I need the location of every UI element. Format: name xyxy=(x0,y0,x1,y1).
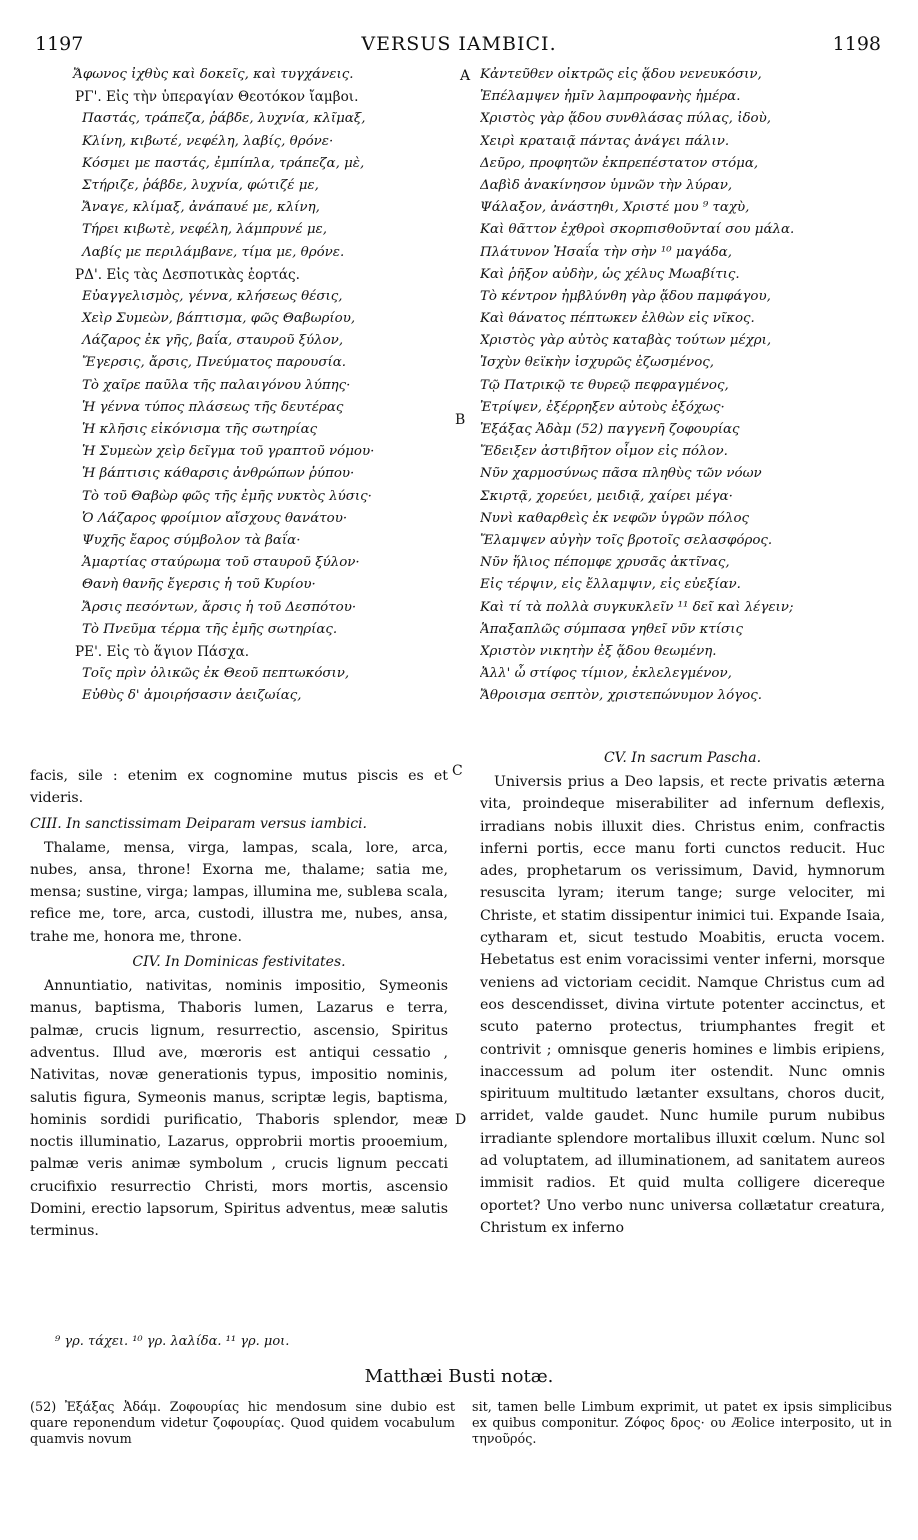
page-number-left: 1197 xyxy=(35,33,84,55)
margin-marker-b: B xyxy=(455,412,466,428)
verse-line: Ἄρσις πεσόντων, ἄρσις ἡ τοῦ Δεσπότου· xyxy=(82,599,357,615)
verse-line: Ψάλαξον, ἀνάστηθι, Χριστέ μου ⁹ ταχὺ, xyxy=(480,200,750,216)
verse-line: Χριστὸν νικητὴν ἐξ ᾅδου θεωμένη. xyxy=(480,643,717,659)
verse-line: Κἀντεῦθεν οἰκτρῶς εἰς ᾅδου νενευκόσιν, xyxy=(480,67,762,82)
latin-title-text: CV. In sacrum Pascha. xyxy=(603,750,762,766)
verse-line: Ἄθροισμα σεπτὸν, χριστεπώνυμον λόγος. xyxy=(480,688,762,704)
verse-line: Χεὶρ Συμεὼν, βάπτισμα, φῶς Θαβωρίου, xyxy=(82,311,356,327)
notes-title: Matthæi Busti notæ. xyxy=(364,1366,554,1387)
running-title: VERSUS IAMBICI. xyxy=(361,33,557,55)
verse-line: Τοῖς πρὶν ὀλικῶς ἐκ Θεοῦ πεπτωκόσιν, xyxy=(82,666,350,682)
verse-line: Δεῦρο, προφητῶν ἐκπρεπέστατον στόμα, xyxy=(480,155,759,171)
latin-title-text: CIII. In sanctissimam Deiparam versus iambici. xyxy=(30,815,367,832)
verse-line: Τὸ Πνεῦμα τέρμα τῆς ἐμῆς σωτηρίας. xyxy=(82,621,338,637)
right-latin-text xyxy=(480,744,885,1239)
verse-line: Ἡ κλῆσις εἰκόνισμα τῆς σωτηρίας xyxy=(82,422,318,437)
verse-line: Ἁμαρτίας σταύρωμα τοῦ σταυροῦ ξύλον· xyxy=(82,555,360,571)
verse-line: Ἰσχὺν θεϊκὴν ἰσχυρῶς ἐζωσμένος, xyxy=(480,355,715,371)
verse-line: Πλάτυνον Ἠσαΐα τὴν σὴν ¹⁰ μαγάδα, xyxy=(480,244,732,260)
section-heading-104: ΡΔ'. Εἰς τὰς Δεσποτικὰς ἑορτάς. xyxy=(75,266,300,283)
margin-marker-d: D xyxy=(455,1112,467,1128)
margin-marker-a: A xyxy=(460,68,471,84)
verse-line: Εὐθὺς δ' ἀμοιρήσασιν ἀειζωίας, xyxy=(82,688,302,704)
verse-line: Νῦν χαρμοσύνως πᾶσα πληθὺς τῶν νόων xyxy=(480,466,762,482)
verse-line: Εἰς τέρψιν, εἰς ἔλλαμψιν, εἰς εὐεξίαν. xyxy=(480,577,741,593)
verse-line: Ἄναγε, κλίμαξ, ἀνάπαυέ με, κλίνη, xyxy=(82,200,320,216)
notes-right-column: sit, tamen belle Limbum exprimit, ut patet ex ipsis simplicibus ex quibus componitur. Ζόφος δρος· ου Æolice interposito, ut in τηνοῦρός. xyxy=(472,1400,892,1447)
verse-line: Τὸ χαῖρε παῦλα τῆς παλαιγόνου λύπης· xyxy=(82,377,351,393)
verse-line: Καὶ ῥῆξον αὐδὴν, ὡς χέλυς Μωαβίτις. xyxy=(480,266,740,282)
verse-line: Ἄφωνος ἰχθὺς καὶ δοκεῖς, καὶ τυγχάνεις. xyxy=(73,67,354,82)
verse-line: Ἐτρίψεν, ἐξέρρηξεν αὐτοὺς ἐξόχως· xyxy=(480,399,725,415)
latin-paragraph-104: Annuntiatio, nativitas, nominis impositio, Symeonis manus, baptisma, Thaboris lumen, Lazarus e terra, palmæ, crucis lignum, resurrectio, ascensio, Spiritus adventus. Illud ave, mœroris est antiqui cessatio , Nativitas, novæ generationis typus, impositio nominis, salutis figura, Symeonis manus, scriptæ legis, baptisma, hominis sordidi purificatio, Thaboris splendor, meæ noctis illuminatio, Lazarus, opprobrii mortis prooemium, palmæ veris animæ symbolum , crucis lignum peccati crucifixio resurrectio Christi, mors mortis, ascensio Domini, erectio lapsorum, Spiritus adventus, meæ salutis terminus. xyxy=(30,978,448,1240)
left-latin-text xyxy=(30,765,448,1243)
verse-line: Ἐξάξας Ἀδὰμ (52) παγγενῆ ζοφουρίας xyxy=(480,422,740,437)
verse-line: Καὶ τί τὰ πολλὰ συγκυκλεῖν ¹¹ δεῖ καὶ λέγειν; xyxy=(480,599,794,615)
verse-line: Κλίνη, κιβωτέ, νεφέλη, λαβίς, θρόνε· xyxy=(82,133,334,149)
verse-line: Λάζαρος ἐκ γῆς, βαΐα, σταυροῦ ξύλον, xyxy=(82,333,344,349)
verse-line: Χειρὶ κραταιᾷ πάντας ἀνάγει πάλιν. xyxy=(480,133,730,149)
verse-line: Τῷ Πατρικῷ τε θυρεῷ πεφραγμένος, xyxy=(480,377,729,393)
verse-line: Ἡ γέννα τύπος πλάσεως τῆς δευτέρας xyxy=(82,399,344,415)
verse-line: Ἡ βάπτισις κάθαρσις ἀνθρώπων ῥύπου· xyxy=(82,466,355,482)
verse-line: Λαβίς με περιλάμβανε, τίμα με, θρόνε. xyxy=(82,244,345,260)
left-greek-verses xyxy=(30,64,448,707)
verse-line: Καὶ θᾶττον ἐχθροὶ σκορπισθοῦνταί σου μάλα. xyxy=(480,222,795,238)
verse-line: Καὶ θάνατος πέπτωκεν ἐλθὼν εἰς νῖκος. xyxy=(480,311,755,327)
verse-line: Ὁ Λάζαρος φροίμιον αἴσχους θανάτου· xyxy=(82,510,348,526)
latin-section-title-104 xyxy=(30,951,448,973)
latin-title-text: CIV. In Dominicas festivitates. xyxy=(132,954,346,971)
right-greek-verses xyxy=(480,64,885,707)
verse-line: Τὸ τοῦ Θαβὼρ φῶς τῆς ἐμῆς νυκτὸς λύσις· xyxy=(82,488,372,504)
verse-line: Ἡ Συμεὼν χεὶρ δεῖγμα τοῦ γραπτοῦ νόμου· xyxy=(82,444,375,460)
verse-line: Εὐαγγελισμὸς, γέννα, κλήσεως θέσις, xyxy=(82,288,343,304)
latin-section-title-103 xyxy=(30,813,448,835)
verse-line: Κόσμει με παστάς, ἐμπίπλα, τράπεζα, μὲ, xyxy=(82,155,365,171)
notes-left-column: (52) Ἐξάξας Ἀδάμ. Ζοφουρίας hic mendosum sine dubio est quare reponendum videtur ζοφουρίας. Quod quidem vocabulum quamvis novum xyxy=(30,1400,455,1447)
verse-line: Ἔλαμψεν αὐγὴν τοῖς βροτοῖς σελασφόρος. xyxy=(480,532,773,548)
verse-line: Ἐπέλαμψεν ἡμῖν λαμπροφανὴς ἡμέρα. xyxy=(480,89,741,105)
verse-line: Χριστὸς γὰρ ᾅδου συνθλάσας πύλας, ἰδοὺ, xyxy=(480,111,771,127)
verse-line: Ἔδειξεν ἀστιβῆτον οἶμον εἰς πόλον. xyxy=(480,444,728,460)
section-heading-103: ΡΓ'. Εἰς τὴν ὑπεραγίαν Θεοτόκον ἴαμβοι. xyxy=(75,89,359,106)
verse-line: Τὸ κέντρον ἠμβλύνθη γὰρ ᾅδου παμφάγου, xyxy=(480,288,771,304)
verse-line: Παστάς, τράπεζα, ῥάβδε, λυχνία, κλῖμαξ, xyxy=(82,111,366,127)
latin-continuation: facis, sile : etenim ex cognomine mutus piscis es et videris. xyxy=(30,768,448,807)
margin-marker-c: C xyxy=(452,763,463,779)
footnotes: ⁹ γρ. τάχει. ¹⁰ γρ. λαλίδα. ¹¹ γρ. μοι. xyxy=(55,1334,290,1349)
verse-line: Σκιρτᾷ, χορεύει, μειδιᾷ, χαίρει μέγα· xyxy=(480,488,733,504)
verse-line: Στήριζε, ῥάβδε, λυχνία, φώτιζέ με, xyxy=(82,177,319,193)
verse-line: Θανὴ θανῆς ἔγερσις ἡ τοῦ Κυρίου· xyxy=(82,577,316,593)
verse-line: Νῦν ἥλιος πέπομφε χρυσᾶς ἀκτῖνας, xyxy=(480,555,730,571)
verse-line: Ἁπαξαπλῶς σύμπασα γηθεῖ νῦν κτίσις xyxy=(480,621,743,637)
latin-paragraph-105: Universis prius a Deo lapsis, et recte privatis æterna vita, proindeque miserabiliter ad infernum deflexis, irradians nobis illuxit dies. Christus enim, confractis inferni portis, ecce manu forti cunctos reducit. Huc ades, prophetarum os verissimum, David, hymnorum resuscita lyram; iterum tange; surge velociter, mi Christe, et statim dissipentur inimici tui. Expande Isaia, cytharam et, sicut testudo Moabitis, eructa vocem. Hebetatus est enim voracissimi venter inferni, morsque veniens ad victoriam cecidit. Namque Christus cum ad eos descendisset, divina virtute potenter accinctus, et scuto paterno protectus, triumphantes fregit et contrivit ; omnisque generis homines e limbis eripiens, inaccessum ad polum iter ostendit. Nunc omnis spirituum multitudo lætanter exsultans, choros ducit, arridet, valde gaudet. Nunc humile purum nubibus irradiante splendore mortalibus illuxit cœlum. Nunc sol ad voluptatem, ad illuminationem, ad sanitatem aureos immisit radios. Et quid multa colligere dicereque oportet? Uno verbo nunc universa collætatur creatura, Christum ex inferno xyxy=(480,774,885,1236)
verse-line: Νυνὶ καθαρθεὶς ἐκ νεφῶν ὑγρῶν πόλος xyxy=(480,510,750,526)
page-number-right: 1198 xyxy=(832,33,881,55)
section-heading-105: ΡΕ'. Εἰς τὸ ἅγιον Πάσχα. xyxy=(75,643,250,660)
latin-paragraph-103: Thalame, mensa, virga, lampas, scala, lore, arca, nubes, ansa, throne! Exorna me, thalame; satia me, mensa; sustine, virga; lampas, illumina me, sublева scala, refice me, tore, arca, custodi, illustra me, nubes, ansa, trahe me, honora me, throne. xyxy=(30,839,448,945)
verse-line: Δαβὶδ ἀνακίνησον ὑμνῶν τὴν λύραν, xyxy=(480,177,733,193)
latin-section-title-105 xyxy=(480,747,885,769)
verse-line: Ἔγερσις, ἄρσις, Πνεύματος παρουσία. xyxy=(82,355,347,371)
verse-line: Ψυχῆς ἔαρος σύμβολον τὰ βαΐα· xyxy=(82,532,301,548)
verse-line: Τήρει κιβωτὲ, νεφέλη, λάμπρυνέ με, xyxy=(82,222,328,238)
verse-line: Χριστὸς γὰρ αὐτὸς καταβὰς τούτων μέχρι, xyxy=(480,333,772,349)
verse-line: Ἀλλ' ὦ στίφος τίμιον, ἐκλελεγμένον, xyxy=(480,666,732,682)
